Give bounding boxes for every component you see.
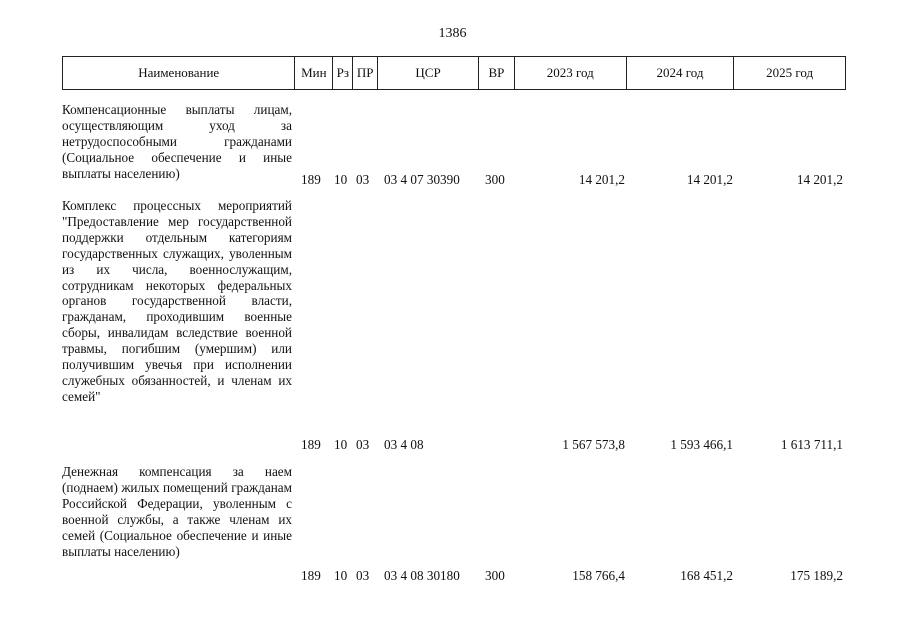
header-2025: 2025 год [766,65,814,80]
cell-2024: 168 451,2 [680,568,733,583]
table-row [62,198,846,458]
table-header [62,56,846,90]
cell-csr: 03 4 08 30180 [384,568,460,583]
cell-2023: 158 766,4 [572,568,625,583]
header-2023: 2023 год [515,57,627,89]
header-2024: 2024 год [627,57,735,89]
cell-2024: 1 593 466,1 [670,437,733,452]
row-values [62,437,846,453]
page-number: 1386 [438,26,467,41]
cell-pr: 03 [356,568,370,583]
row-name: Денежная компенсация за наем (поднаем) жилых помещений гражданам Российской Федерации, уволенным с военной службы, а также членам их семей (Социальное обеспечение и иные выплаты населению) [62,464,292,559]
cell-2024: 14 201,2 [686,172,733,187]
table-row [62,464,846,584]
header-pr: ПР [353,57,378,89]
header-vr: ВР [479,57,515,89]
cell-vr: 300 [485,568,505,583]
cell-2023: 14 201,2 [578,172,625,187]
cell-min: 189 [301,568,321,583]
row-values [62,568,846,584]
row-name: Комплекс процессных мероприятий "Предоставление мер государственной поддержки отдельным категориям государственных служащих, уволенным из их числа, военнослужащим, сотрудникам некоторых федеральных органов государственной власти, гражданам, проходившим военные сборы, инвалидам вследствие военной травмы, погибшим (умершим) или получившим увечья при исполнении служебных обязанностей, и членам их семей" [62,198,292,404]
cell-pr: 03 [356,172,370,187]
row-name: Компенсационные выплаты лицам, осуществляющим уход за нетрудоспособными гражданами (Социальное обеспечение и иные выплаты населению) [62,102,292,181]
cell-rz: 10 [334,568,348,583]
header-min: Мин [295,57,333,89]
cell-pr: 03 [356,437,370,452]
header-csr: ЦСР [378,57,479,89]
cell-min: 189 [301,172,321,187]
cell-rz: 10 [334,437,348,452]
cell-rz: 10 [334,172,348,187]
cell-2023: 1 567 573,8 [562,437,625,452]
header-rz: Рз [333,57,353,89]
table-row [62,102,846,192]
cell-csr: 03 4 07 30390 [384,172,460,187]
cell-min: 189 [301,437,321,452]
row-values [62,172,846,188]
cell-2025: 14 201,2 [796,172,843,187]
cell-vr: 300 [485,172,505,187]
cell-2025: 175 189,2 [790,568,843,583]
cell-2025: 1 613 711,1 [780,437,843,452]
cell-csr: 03 4 08 [384,437,424,452]
header-name: Наименование [63,57,295,89]
